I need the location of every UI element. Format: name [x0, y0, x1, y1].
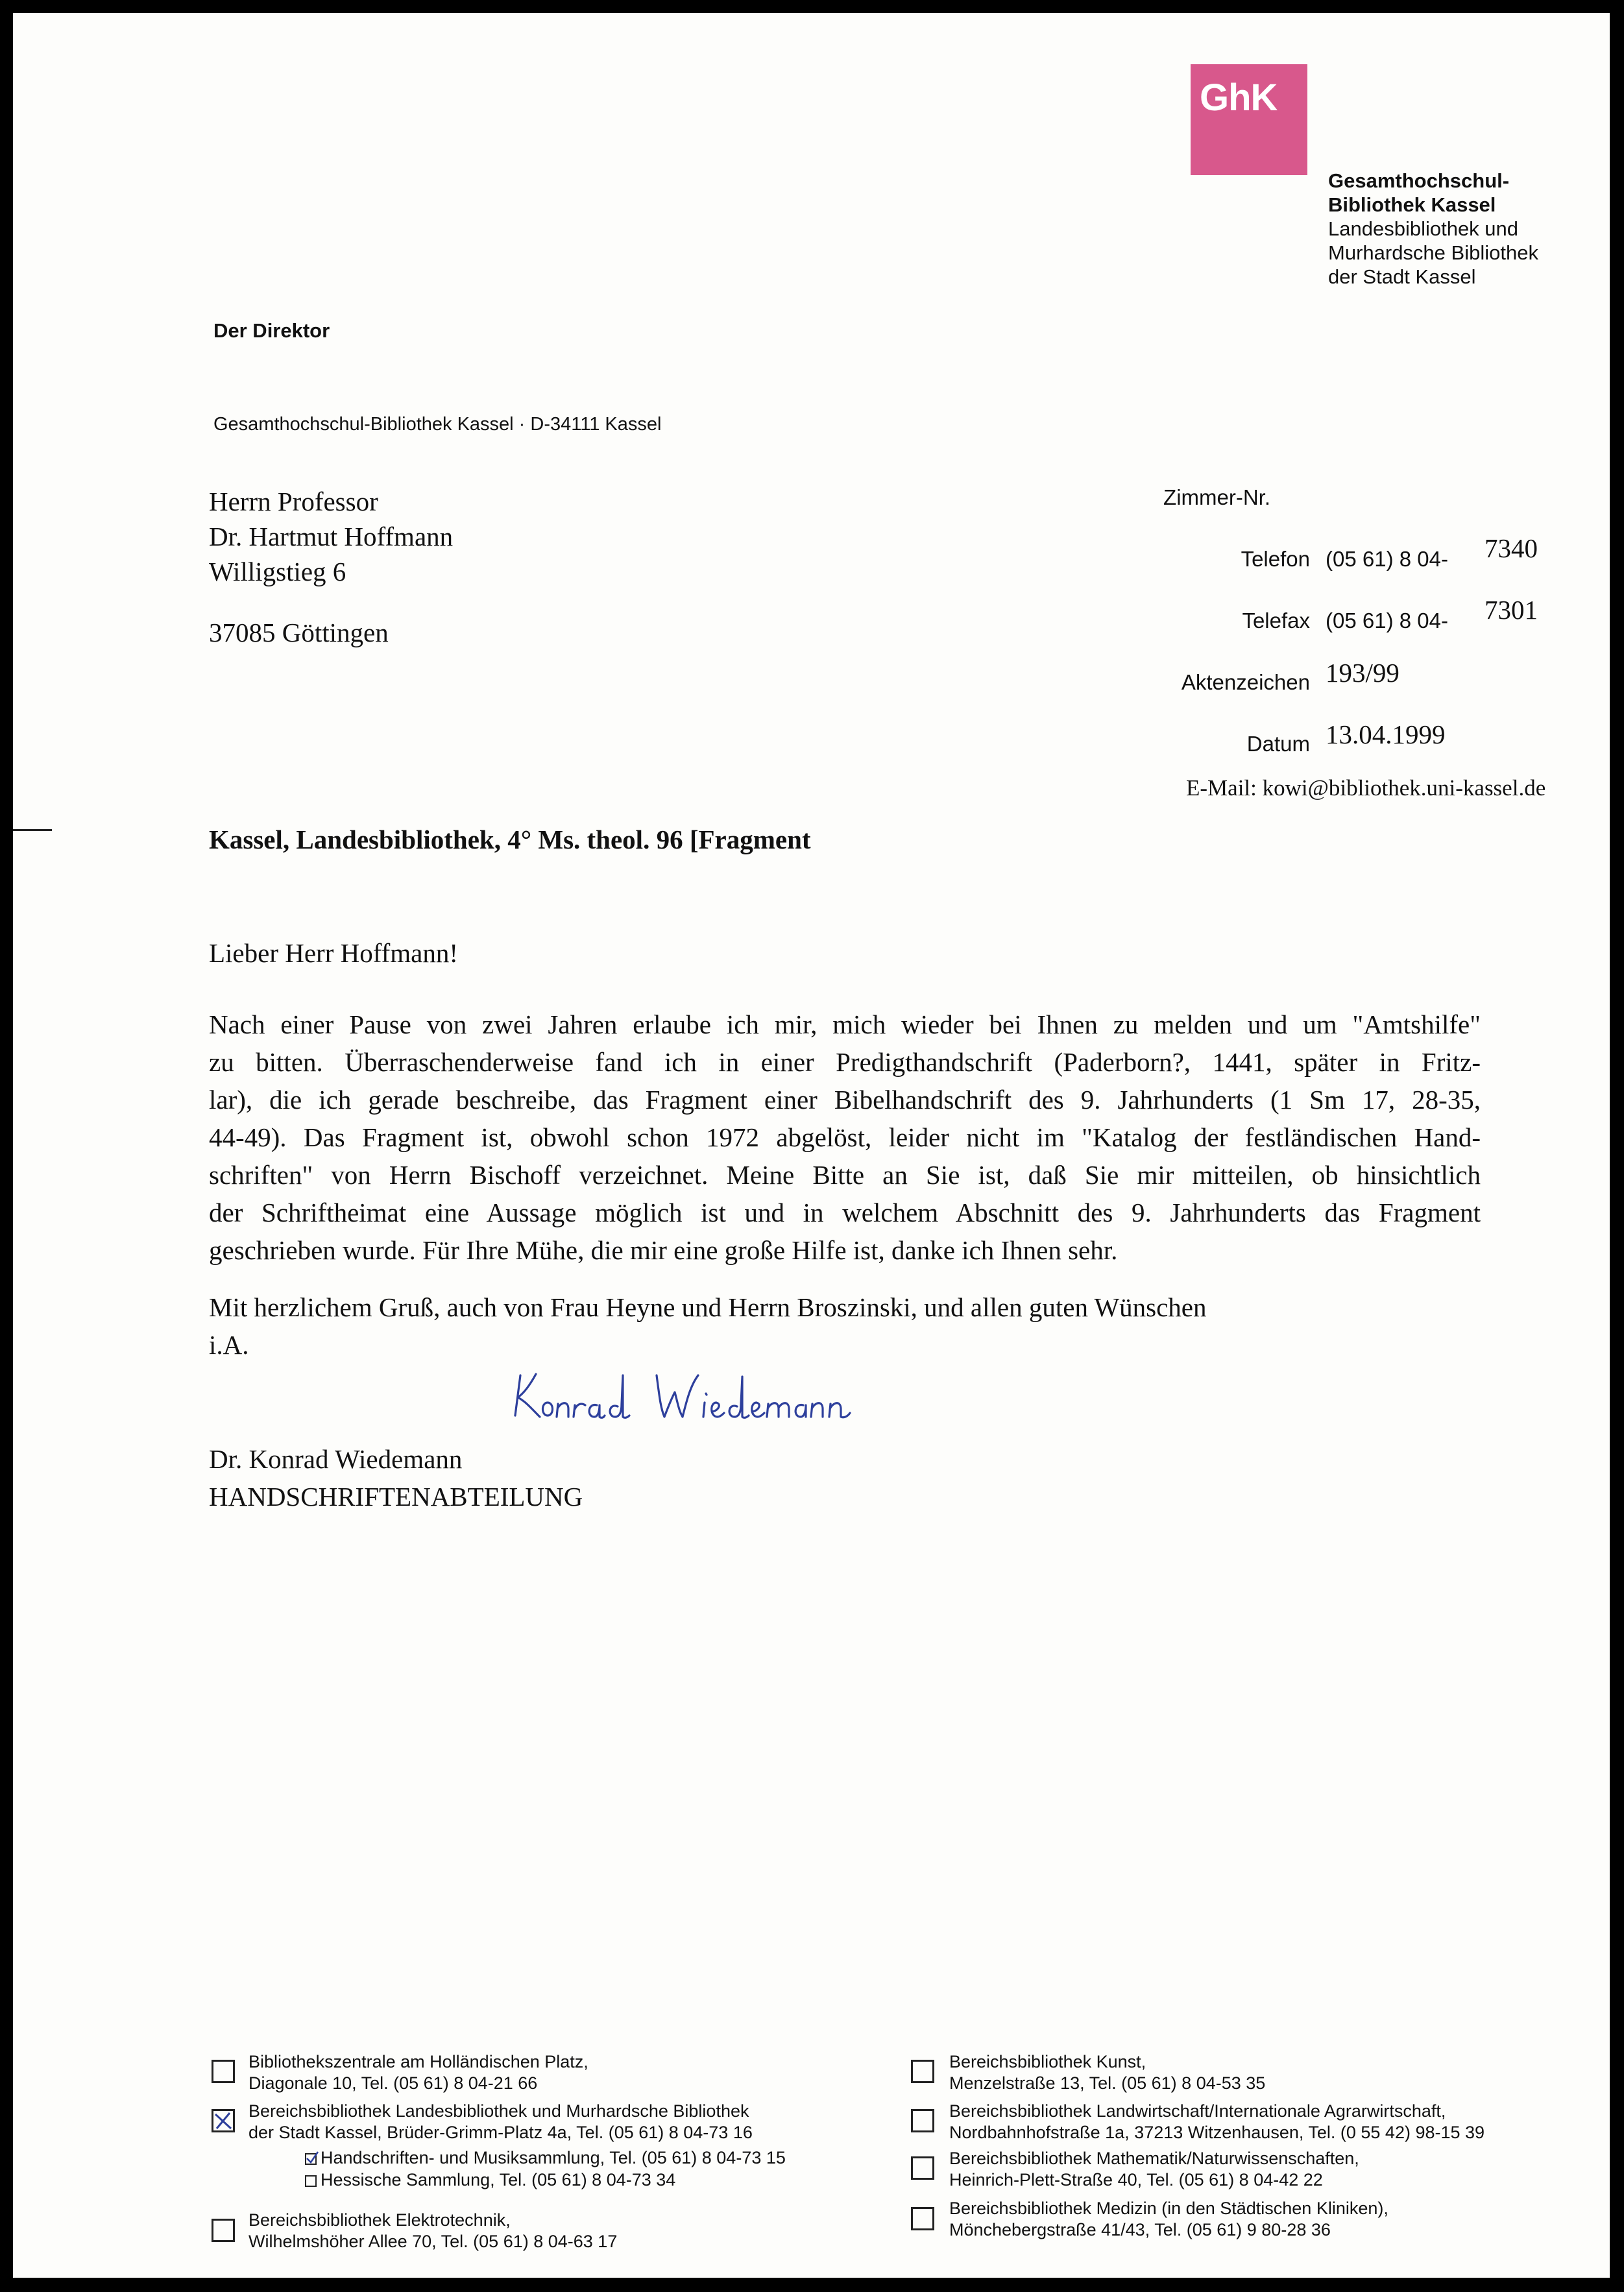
closing — [209, 1288, 1207, 1364]
footer-line: der Stadt Kassel, Brüder-Grimm-Platz 4a, Tel. (05 61) 8 04-73 16 — [248, 2123, 753, 2142]
footer-checkbox-mathematik[interactable] — [911, 2156, 934, 2180]
sub-checkbox-hessische[interactable] — [305, 2175, 317, 2187]
footer-line: Bereichsbibliothek Landesbibliothek und Murhardsche Bibliothek — [248, 2101, 749, 2121]
footer-line: Nordbahnhofstraße 1a, 37213 Witzenhausen, Tel. (0 55 42) 98-15 39 — [949, 2123, 1485, 2142]
return-address: Gesamthochschul-Bibliothek Kassel · D-34111 Kassel — [213, 414, 662, 435]
closing-line: Mit herzlichem Gruß, auch von Frau Heyne und Herrn Broszinski, und allen guten Wünschen — [209, 1292, 1207, 1322]
recipient-line: Willigstieg 6 — [209, 557, 346, 586]
sub-checkbox-handschriften[interactable] — [305, 2153, 317, 2165]
phone-extension: 7340 — [1485, 533, 1538, 563]
body-line: 44-49). Das Fragment ist, obwohl schon 1972 abgelöst, leider nicht im "Katalog der festländischen Hand- — [209, 1122, 1481, 1152]
sender-block — [209, 1440, 583, 1515]
footer-checkbox-kunst[interactable] — [911, 2060, 934, 2083]
footer-entry-mathematik — [949, 2148, 1359, 2191]
fax-extension: 7301 — [1485, 595, 1538, 625]
fold-mark — [13, 829, 52, 831]
org-line: Landesbibliothek und — [1328, 217, 1519, 240]
file-number-value: 193/99 — [1326, 658, 1400, 688]
date-label: Datum — [1246, 732, 1310, 756]
closing-line: i.A. — [209, 1330, 249, 1360]
body-line: lar), die ich gerade beschreibe, das Fragment einer Bibelhandschrift des 9. Jahrhunderts (1 Sm 17, 28-35, — [209, 1085, 1481, 1115]
footer-line: Bibliothekszentrale am Holländischen Platz, — [248, 2052, 588, 2071]
organization-block — [1328, 169, 1538, 289]
letter-body — [209, 1006, 1481, 1269]
recipient-line: Dr. Hartmut Hoffmann — [209, 522, 454, 551]
org-line: der Stadt Kassel — [1328, 265, 1476, 288]
subject-line: Kassel, Landesbibliothek, 4° Ms. theol. 96 [Fragment — [209, 825, 811, 854]
salutation: Lieber Herr Hoffmann! — [209, 938, 459, 968]
email-line: E-Mail: kowi@bibliothek.uni-kassel.de — [1186, 775, 1546, 801]
recipient-line: Herrn Professor — [209, 487, 378, 516]
footer-sub-entry-hessische — [305, 2169, 675, 2191]
recipient-address — [209, 484, 453, 650]
sender-department: HANDSCHRIFTENABTEILUNG — [209, 1482, 583, 1512]
footer-line: Wilhelmshöher Allee 70, Tel. (05 61) 8 04-63 17 — [248, 2232, 618, 2251]
check-mark-icon — [212, 2109, 235, 2132]
org-line: Murhardsche Bibliothek — [1328, 241, 1538, 264]
org-line: Gesamthochschul- — [1328, 169, 1510, 192]
footer-line: Mönchebergstraße 41/43, Tel. (05 61) 9 80-28 36 — [949, 2220, 1331, 2239]
footer-entry-landesbibliothek — [248, 2101, 753, 2143]
letter-page — [13, 13, 1610, 2278]
room-label: Zimmer-Nr. — [1163, 485, 1270, 509]
footer-line: Bereichsbibliothek Mathematik/Naturwissenschaften, — [949, 2149, 1359, 2168]
footer-line: Bereichsbibliothek Kunst, — [949, 2052, 1146, 2071]
footer-checkbox-landesbibliothek[interactable] — [212, 2109, 235, 2132]
fax-prefix: (05 61) 8 04- — [1326, 609, 1448, 633]
director-label: Der Direktor — [213, 319, 330, 342]
footer-entry-medizin — [949, 2198, 1388, 2241]
footer-line: Bereichsbibliothek Elektrotechnik, — [248, 2210, 511, 2230]
footer-line: Menzelstraße 13, Tel. (05 61) 8 04-53 35 — [949, 2073, 1266, 2093]
phone-label: Telefon — [1241, 547, 1310, 571]
sub-entry-label: Hessische Sammlung, Tel. (05 61) 8 04-73 34 — [321, 2170, 676, 2189]
footer-line: Bereichsbibliothek Landwirtschaft/Internationale Agrarwirtschaft, — [949, 2101, 1446, 2121]
footer-checkbox-elektrotechnik[interactable] — [212, 2219, 235, 2242]
body-line: schriften" von Herrn Bischoff verzeichnet. Meine Bitte an Sie ist, daß Sie mir mitteilen, ob hinsichtlich — [209, 1160, 1481, 1190]
footer-line: Bereichsbibliothek Medizin (in den Städtischen Kliniken), — [949, 2199, 1388, 2218]
footer-entry-landwirtschaft — [949, 2101, 1485, 2143]
footer-sub-entry-handschriften — [305, 2147, 786, 2169]
check-mark-icon — [305, 2151, 319, 2165]
footer-line: Heinrich-Plett-Straße 40, Tel. (05 61) 8 04-42 22 — [949, 2170, 1323, 2189]
date-value: 13.04.1999 — [1326, 719, 1446, 749]
file-number-label: Aktenzeichen — [1181, 670, 1310, 694]
body-line: der Schriftheimat eine Aussage möglich ist und in welchem Abschnitt des 9. Jahrhunderts das Fragment — [209, 1198, 1481, 1227]
footer-line: Diagonale 10, Tel. (05 61) 8 04-21 66 — [248, 2073, 538, 2093]
footer-entry-elektrotechnik — [248, 2210, 617, 2252]
footer-entry-kunst — [949, 2051, 1265, 2094]
body-line: zu bitten. Überraschenderweise fand ich in einer Predigthandschrift (Paderborn?, 1441, später in Fritz- — [209, 1047, 1481, 1077]
footer-checkbox-landwirtschaft[interactable] — [911, 2109, 934, 2132]
phone-prefix: (05 61) 8 04- — [1326, 547, 1448, 571]
body-line: Nach einer Pause von zwei Jahren erlaube ich mir, mich wieder bei Ihnen zu melden und um "Amtshilfe" — [209, 1009, 1481, 1039]
ghk-logo — [1191, 64, 1307, 175]
recipient-city: 37085 Göttingen — [209, 618, 389, 647]
footer-checkbox-medizin[interactable] — [911, 2207, 934, 2230]
logo-text: GhK — [1200, 77, 1278, 119]
footer-entry-zentrale — [248, 2051, 588, 2094]
footer-checkbox-zentrale[interactable] — [212, 2060, 235, 2083]
fax-label: Telefax — [1242, 609, 1310, 633]
sub-entry-label: Handschriften- und Musiksammlung, Tel. (05 61) 8 04-73 15 — [321, 2148, 786, 2167]
org-line: Bibliothek Kassel — [1328, 193, 1496, 216]
handwritten-signature — [506, 1356, 869, 1434]
body-line: geschrieben wurde. Für Ihre Mühe, die mir eine große Hilfe ist, danke ich Ihnen sehr. — [209, 1235, 1118, 1265]
sender-name: Dr. Konrad Wiedemann — [209, 1444, 463, 1474]
